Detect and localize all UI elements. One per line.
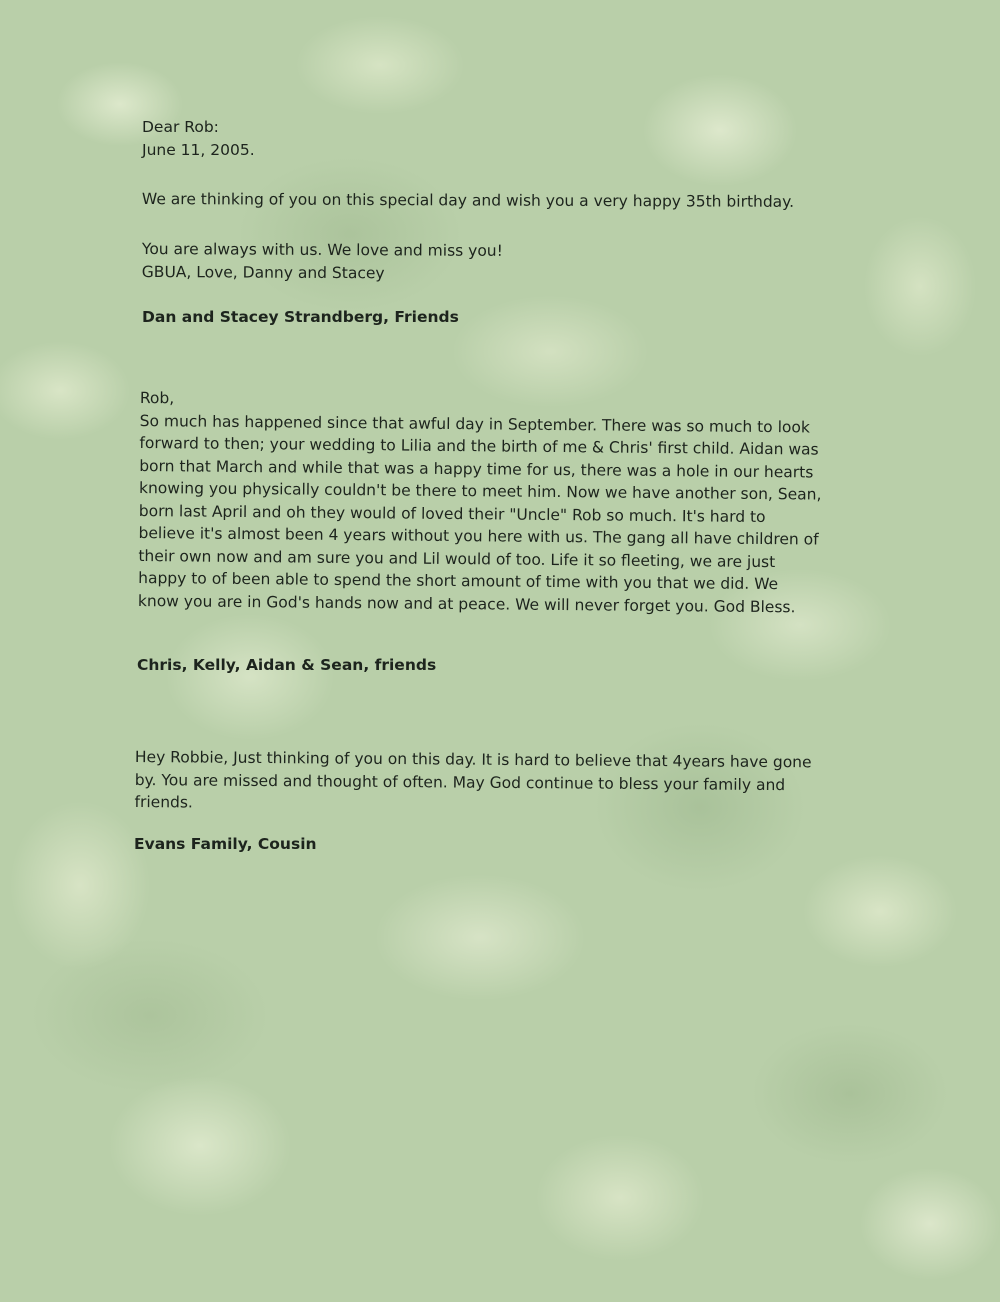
letter-1-paragraph-2: [142, 238, 503, 285]
letter-2: [138, 387, 823, 619]
letter-3-line: friends.: [134, 792, 193, 812]
letter-2-signature: Chris, Kelly, Aidan & Sean, friends: [137, 656, 437, 674]
letter-1-paragraph-2-line-1: You are always with us. We love and miss you!: [141, 239, 503, 260]
letter-2-line: their own now and am sure you and Lil would of too. Life it so fleeting, we are just: [138, 546, 776, 571]
letter-1-paragraph-1-text: We are thinking of you on this special day and wish you a very happy 35th birthday.: [141, 189, 795, 211]
letter-1-signature: Dan and Stacey Strandberg, Friends: [142, 308, 459, 326]
letter-3-line: by. You are missed and thought of often. May God continue to bless your family and: [134, 770, 786, 794]
letter-2-line: believe it's almost been 4 years without you here with us. The gang all have children of: [138, 523, 819, 549]
letter-3: [134, 746, 811, 819]
letter-2-line: know you are in God's hands now and at peace. We will never forget you. God Bless.: [137, 591, 796, 616]
letter-2-line: knowing you physically couldn't be there to meet him. Now we have another son, Sean,: [138, 478, 822, 504]
letter-1-paragraph-2-line-2: GBUA, Love, Danny and Stacey: [141, 262, 385, 282]
letter-3-signature: Evans Family, Cousin: [134, 835, 317, 853]
letter-2-line: born that March and while that was a happy time for us, there was a hole in our hearts: [139, 456, 814, 481]
letter-2-line: happy to of been able to spend the short amount of time with you that we did. We: [138, 568, 779, 594]
letter-1-salutation: Dear Rob:: [142, 118, 219, 136]
letter-1-paragraph-1: [142, 188, 794, 213]
letter-2-salutation: Rob,: [139, 388, 175, 408]
letter-2-line: So much has happened since that awful day in September. There was so much to look: [139, 411, 810, 436]
letter-2-line: born last April and oh they would of loved their "Uncle" Rob so much. It's hard to: [138, 501, 766, 526]
letter-1-date: June 11, 2005.: [142, 140, 255, 159]
letter-3-line: Hey Robbie, Just thinking of you on this day. It is hard to believe that 4years have gone: [134, 747, 812, 772]
letter-1: [142, 116, 255, 161]
letter-2-line: forward to then; your wedding to Lilia and the birth of me & Chris' first child. Aidan was: [139, 433, 819, 459]
